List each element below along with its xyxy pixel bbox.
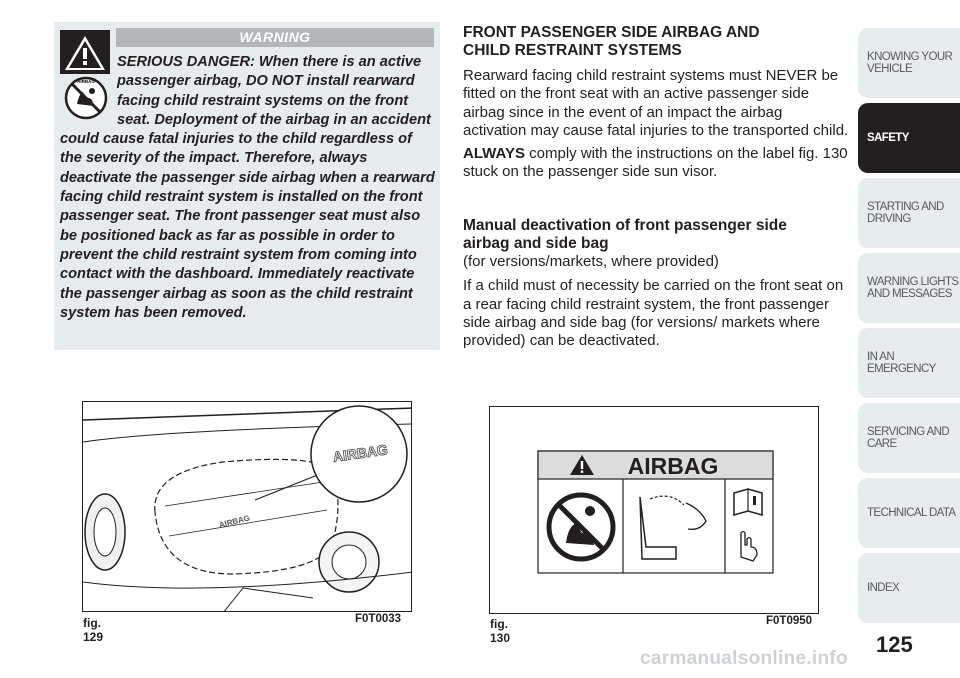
- section-manual-deactivation: [463, 217, 849, 350]
- subsection-note: (for versions/markets, where provided): [463, 253, 719, 270]
- warning-header: WARNING: [116, 28, 434, 47]
- tab-safety[interactable]: SAFETY: [858, 103, 960, 173]
- airbag-symbol-text: AIRBAG: [77, 79, 95, 84]
- panel-airbag-text: AIRBAG: [217, 513, 251, 530]
- warning-text: [60, 53, 436, 323]
- tab-warning-lights[interactable]: WARNING LIGHTS AND MESSAGES: [858, 253, 960, 323]
- watermark: carmanualsonline.info: [640, 648, 848, 669]
- section-paragraph: Rearward facing child restraint systems must NEVER be fitted on the front seat with an active passenger side airbag since in the event of an impact the airbag activation may cause fatal injuries to the transported child.: [463, 67, 849, 139]
- tab-in-an-emergency[interactable]: IN AN EMERGENCY: [858, 328, 960, 398]
- label-airbag-title: AIRBAG: [627, 453, 719, 479]
- section-airbag-child-restraint: [463, 24, 849, 182]
- always-instruction: ALWAYS comply with the instructions on the label fig. 130 stuck on the passenger side sun visor.: [463, 145, 848, 181]
- warning-body-text: SERIOUS DANGER: When there is an active passenger airbag, DO NOT install rearward facing child restraint systems on the front seat. Deployment of the airbag in an accident could cause fatal injuries to the child regardless of the severity of the impact. Therefore, always deactivate the passenger side airbag when a rearward facing child restraint system is installed on the front passenger seat. The front passenger seat must also be positioned back as far as possible in order to prevent the child restraint system from coming into contact with the dashboard. Immediately reactivate the passenger airbag as soon as the child restraint system has been removed.: [60, 54, 435, 321]
- figure-130-image: [489, 406, 819, 614]
- section-heading: FRONT PASSENGER SIDE AIRBAG AND CHILD RESTRAINT SYSTEMS: [463, 24, 760, 59]
- subsection-paragraph: If a child must of necessity be carried on the front seat on a rear facing child restraint system, the front passenger side airbag and side bag (for versions/ markets where provided) can be deactivated.: [463, 277, 844, 350]
- subsection-heading: Manual deactivation of front passenger side airbag and side bag: [463, 217, 787, 252]
- tab-starting-and-driving[interactable]: STARTING AND DRIVING: [858, 178, 960, 248]
- tab-knowing-your-vehicle[interactable]: KNOWING YOUR VEHICLE: [858, 28, 960, 98]
- figure-130-caption: fig. 130: [490, 617, 511, 645]
- tab-index[interactable]: INDEX: [858, 553, 960, 623]
- tab-servicing-and-care[interactable]: SERVICING AND CARE: [858, 403, 960, 473]
- figure-130-code: F0T0950: [766, 615, 813, 627]
- warning-box: [54, 22, 440, 350]
- page-number: 125: [876, 632, 913, 657]
- callout-airbag-text: AIRBAG: [331, 441, 389, 465]
- figure-129-caption: fig. 129: [83, 616, 104, 644]
- chapter-sidebar: [855, 0, 960, 678]
- tab-technical-data[interactable]: TECHNICAL DATA: [858, 478, 960, 548]
- figure-129-image: [82, 401, 412, 612]
- figure-129-code: F0T0033: [355, 613, 402, 625]
